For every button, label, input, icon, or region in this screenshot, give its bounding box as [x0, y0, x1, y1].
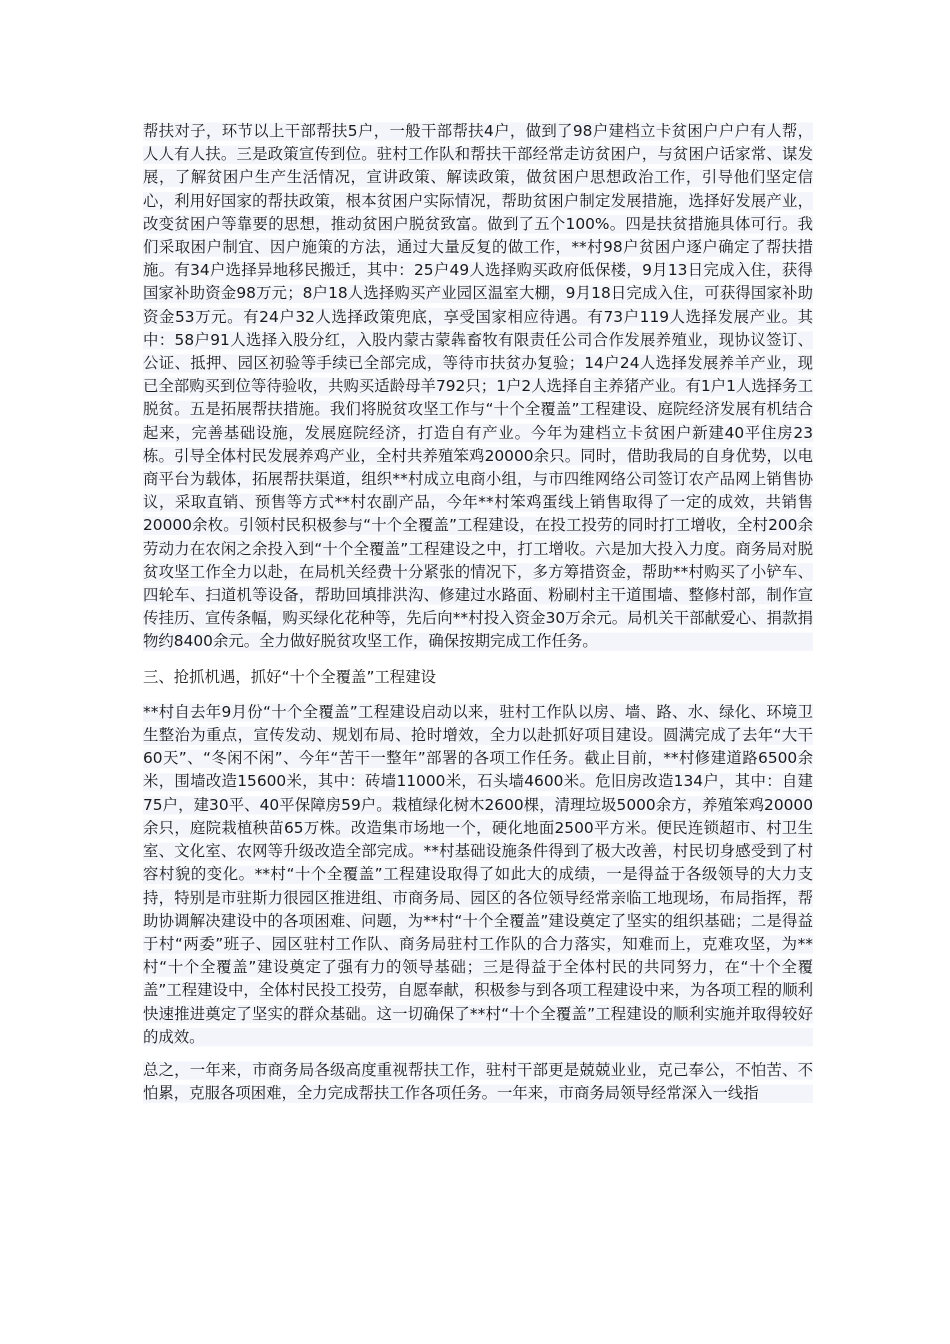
document-body — [143, 120, 813, 1115]
paragraph-poverty-measures: 帮扶对子，环节以上干部帮扶5户，一般干部帮扶4户，做到了98户建档立卡贫困户户户有人帮，人人有人扶。三是政策宣传到位。驻村工作队和帮扶干部经常走访贫困户，与贫困户话家常、谋发展，了解贫困户生产生活情况，宣讲政策、解读政策，做贫困户思想政治工作，引导他们坚定信心，利用好国家的帮扶政策，根本贫困户实际情况，帮助贫困户制定发展措施，选择好发展产业，改变贫困户等靠要的思想，推动贫困户脱贫致富。做到了五个100%。四是扶贫措施具体可行。我们采取困户制宜、因户施策的方法，通过大量反复的做工作，**村98户贫困户逐户确定了帮扶措施。有34户选择异地移民搬迁，其中：25户49人选择购买政府低保楼，9月13日完成入住，获得国家补助资金98万元；8户18人选择购买产业园区温室大棚，9月18日完成入住，可获得国家补助资金53万元。有24户32人选择政策兜底，享受国家相应待遇。有73户119人选择发展产业。其中：58户91人选择入股分红，入股内蒙古蒙犇畜牧有限责任公司合作发展养殖业，现协议签订、公证、抵押、园区初验等手续已全部完成，等待市扶贫办复验；14户24人选择发展养羊产业，现已全部购买到位等待验收，共购买适龄母羊792只；1户2人选择自主养猪产业。有1户1人选择务工脱贫。五是拓展帮扶措施。我们将脱贫攻坚工作与“十个全覆盖”工程建设、庭院经济发展有机结合起来，完善基础设施，发展庭院经济，打造自有产业。今年为建档立卡贫困户新建40平住房23栋。引导全体村民发展养鸡产业，全村共养殖笨鸡20000余只。同时，借助我局的自身优势，以电商平台为载体，拓展帮扶渠道，组织**村成立电商小组，与市四维网络公司签订农产品网上销售协议，采取直销、预售等方式**村农副产品，今年**村笨鸡蛋线上销售取得了一定的成效，共销售20000余枚。引领村民积极参与“十个全覆盖”工程建设，在投工投劳的同时打工增收，全村200余劳动力在农闲之余投入到“十个全覆盖”工程建设之中，打工增收。六是加大投入力度。商务局对脱贫攻坚工作全力以赴，在局机关经费十分紧张的情况下，多方筹措资金，帮助**村购买了小铲车、四轮车、扫道机等设备，帮助回填排洪沟、修建过水路面、粉刷村主干道围墙、整修村部，制作宣传挂历、宣传条幅，购买绿化花种等，先后向**村投入资金30万余元。局机关干部献爱心、捐款捐物约8400余元。全力做好脱贫攻坚工作，确保按期完成工作任务。 — [143, 120, 813, 654]
paragraph-summary: 总之，一年来，市商务局各级高度重视帮扶工作，驻村干部更是兢兢业业，克己奉公，不怕苦、不怕累，克服各项困难，全力完成帮扶工作各项任务。一年来，市商务局领导经常深入一线指 — [143, 1059, 813, 1105]
paragraph-full-coverage-project: **村自去年9月份“十个全覆盖”工程建设启动以来，驻村工作队以房、墙、路、水、绿化、环境卫生整治为重点，宣传发动、规划布局、抢时增效，全力以赴抓好项目建设。圆满完成了去年“大干60天”、“冬闲不闲”、今年“苦干一整年”部署的各项工作任务。截止目前，**村修建道路6500余米，围墙改造15600米，其中：砖墙11000米，石头墙4600米。危旧房改造134户，其中：自建75户，建30平、40平保障房59户。栽植绿化树木2600棵，清理垃圾5000余方，养殖笨鸡20000余只，庭院栽植秧苗65万株。改造集市场地一个，硬化地面2500平方米。便民连锁超市、村卫生室、文化室、农网等升级改造全部完成。**村基础设施条件得到了极大改善，村民切身感受到了村容村貌的变化。**村“十个全覆盖”工程建设取得了如此大的成绩，一是得益于各级领导的大力支持，特别是市驻斯力很园区推进组、市商务局、园区的各位领导经常亲临工地现场，布局指挥，帮助协调解决建设中的各项困难、问题，为**村“十个全覆盖”建设奠定了坚实的组织基础；二是得益于村“两委”班子、园区驻村工作队、商务局驻村工作队的合力落实，知难而上，克难攻坚，为**村“十个全覆盖”建设奠定了强有力的领导基础；三是得益于全体村民的共同努力，在“十个全覆盖”工程建设中，全体村民投工投劳，自愿奉献，积极参与到各项工程建设中来，为各项工程的顺利快速推进奠定了坚实的群众基础。这一切确保了**村“十个全覆盖”工程建设的顺利实施并取得较好的成效。 — [143, 701, 813, 1049]
section-heading-three: 三、抢抓机遇，抓好“十个全覆盖”工程建设 — [143, 667, 436, 686]
